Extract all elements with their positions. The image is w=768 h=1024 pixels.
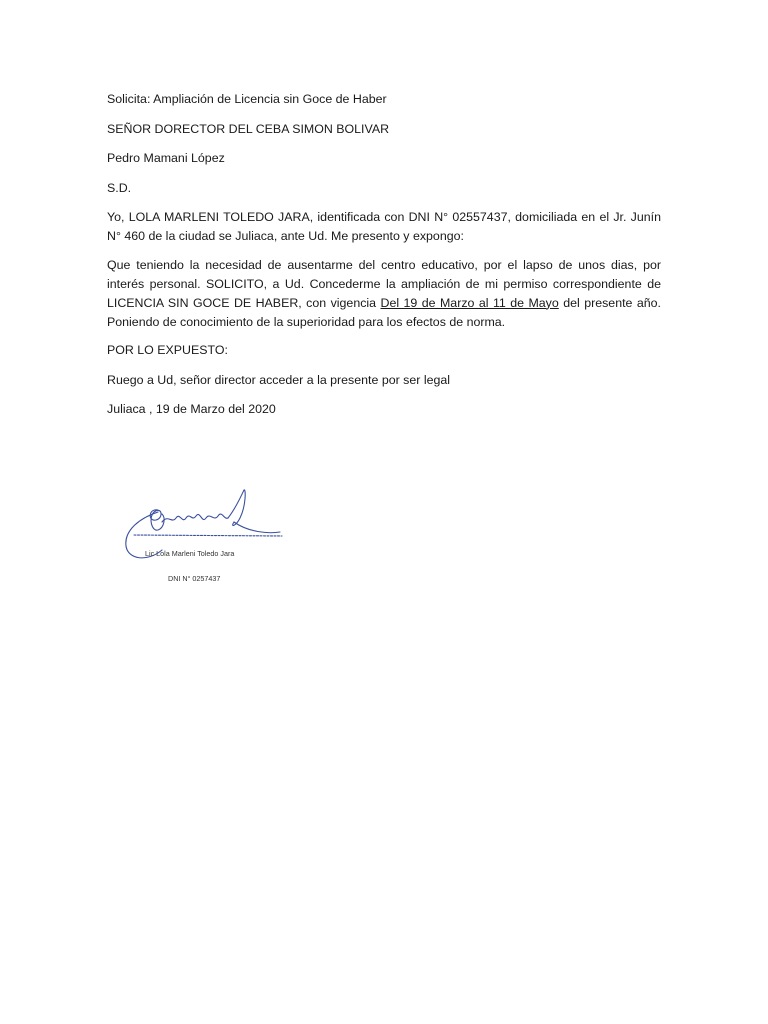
- body-text-before-dates: Que teniendo la necesidad de ausentarme del centro educativo, por el lapso de unos dias, por interés personal. SOLICITO, a Ud. Concederme la ampliación de mi permiso correspondiente de LICENCIA SIN GOCE DE HABER, con vigencia: [107, 257, 661, 310]
- salutation: S.D.: [107, 180, 132, 195]
- intro-paragraph: Yo, LOLA MARLENI TOLEDO JARA, identificada con DNI N° 02557437, domiciliada en el Jr. Junín N° 460 de la ciudad se Juliaca, ante Ud. Me presento y expongo:: [107, 210, 661, 243]
- signature-name: Lic Lola Marleni Toledo Jara: [145, 549, 235, 558]
- por-lo-expuesto: POR LO EXPUESTO:: [107, 343, 228, 357]
- body-paragraph: [107, 256, 661, 332]
- body-text-after-dates: del presente año. Poniendo de conocimiento de la superioridad para los efectos de norma.: [107, 295, 661, 329]
- place-date: Juliaca , 19 de Marzo del 2020: [107, 402, 276, 416]
- body-dates: Del 19 de Marzo al 11 de Mayo: [380, 295, 559, 310]
- signature-block: [118, 488, 308, 598]
- recipient-name: Pedro Mamani López: [107, 151, 225, 165]
- subject-line: Solicita: Ampliación de Licencia sin Goce de Haber: [107, 92, 387, 106]
- request-line: Ruego a Ud, señor director acceder a la presente por ser legal: [107, 372, 450, 387]
- recipient-line: SEÑOR DORECTOR DEL CEBA SIMON BOLIVAR: [107, 121, 390, 136]
- signature-dni: DNI N° 0257437: [168, 574, 221, 583]
